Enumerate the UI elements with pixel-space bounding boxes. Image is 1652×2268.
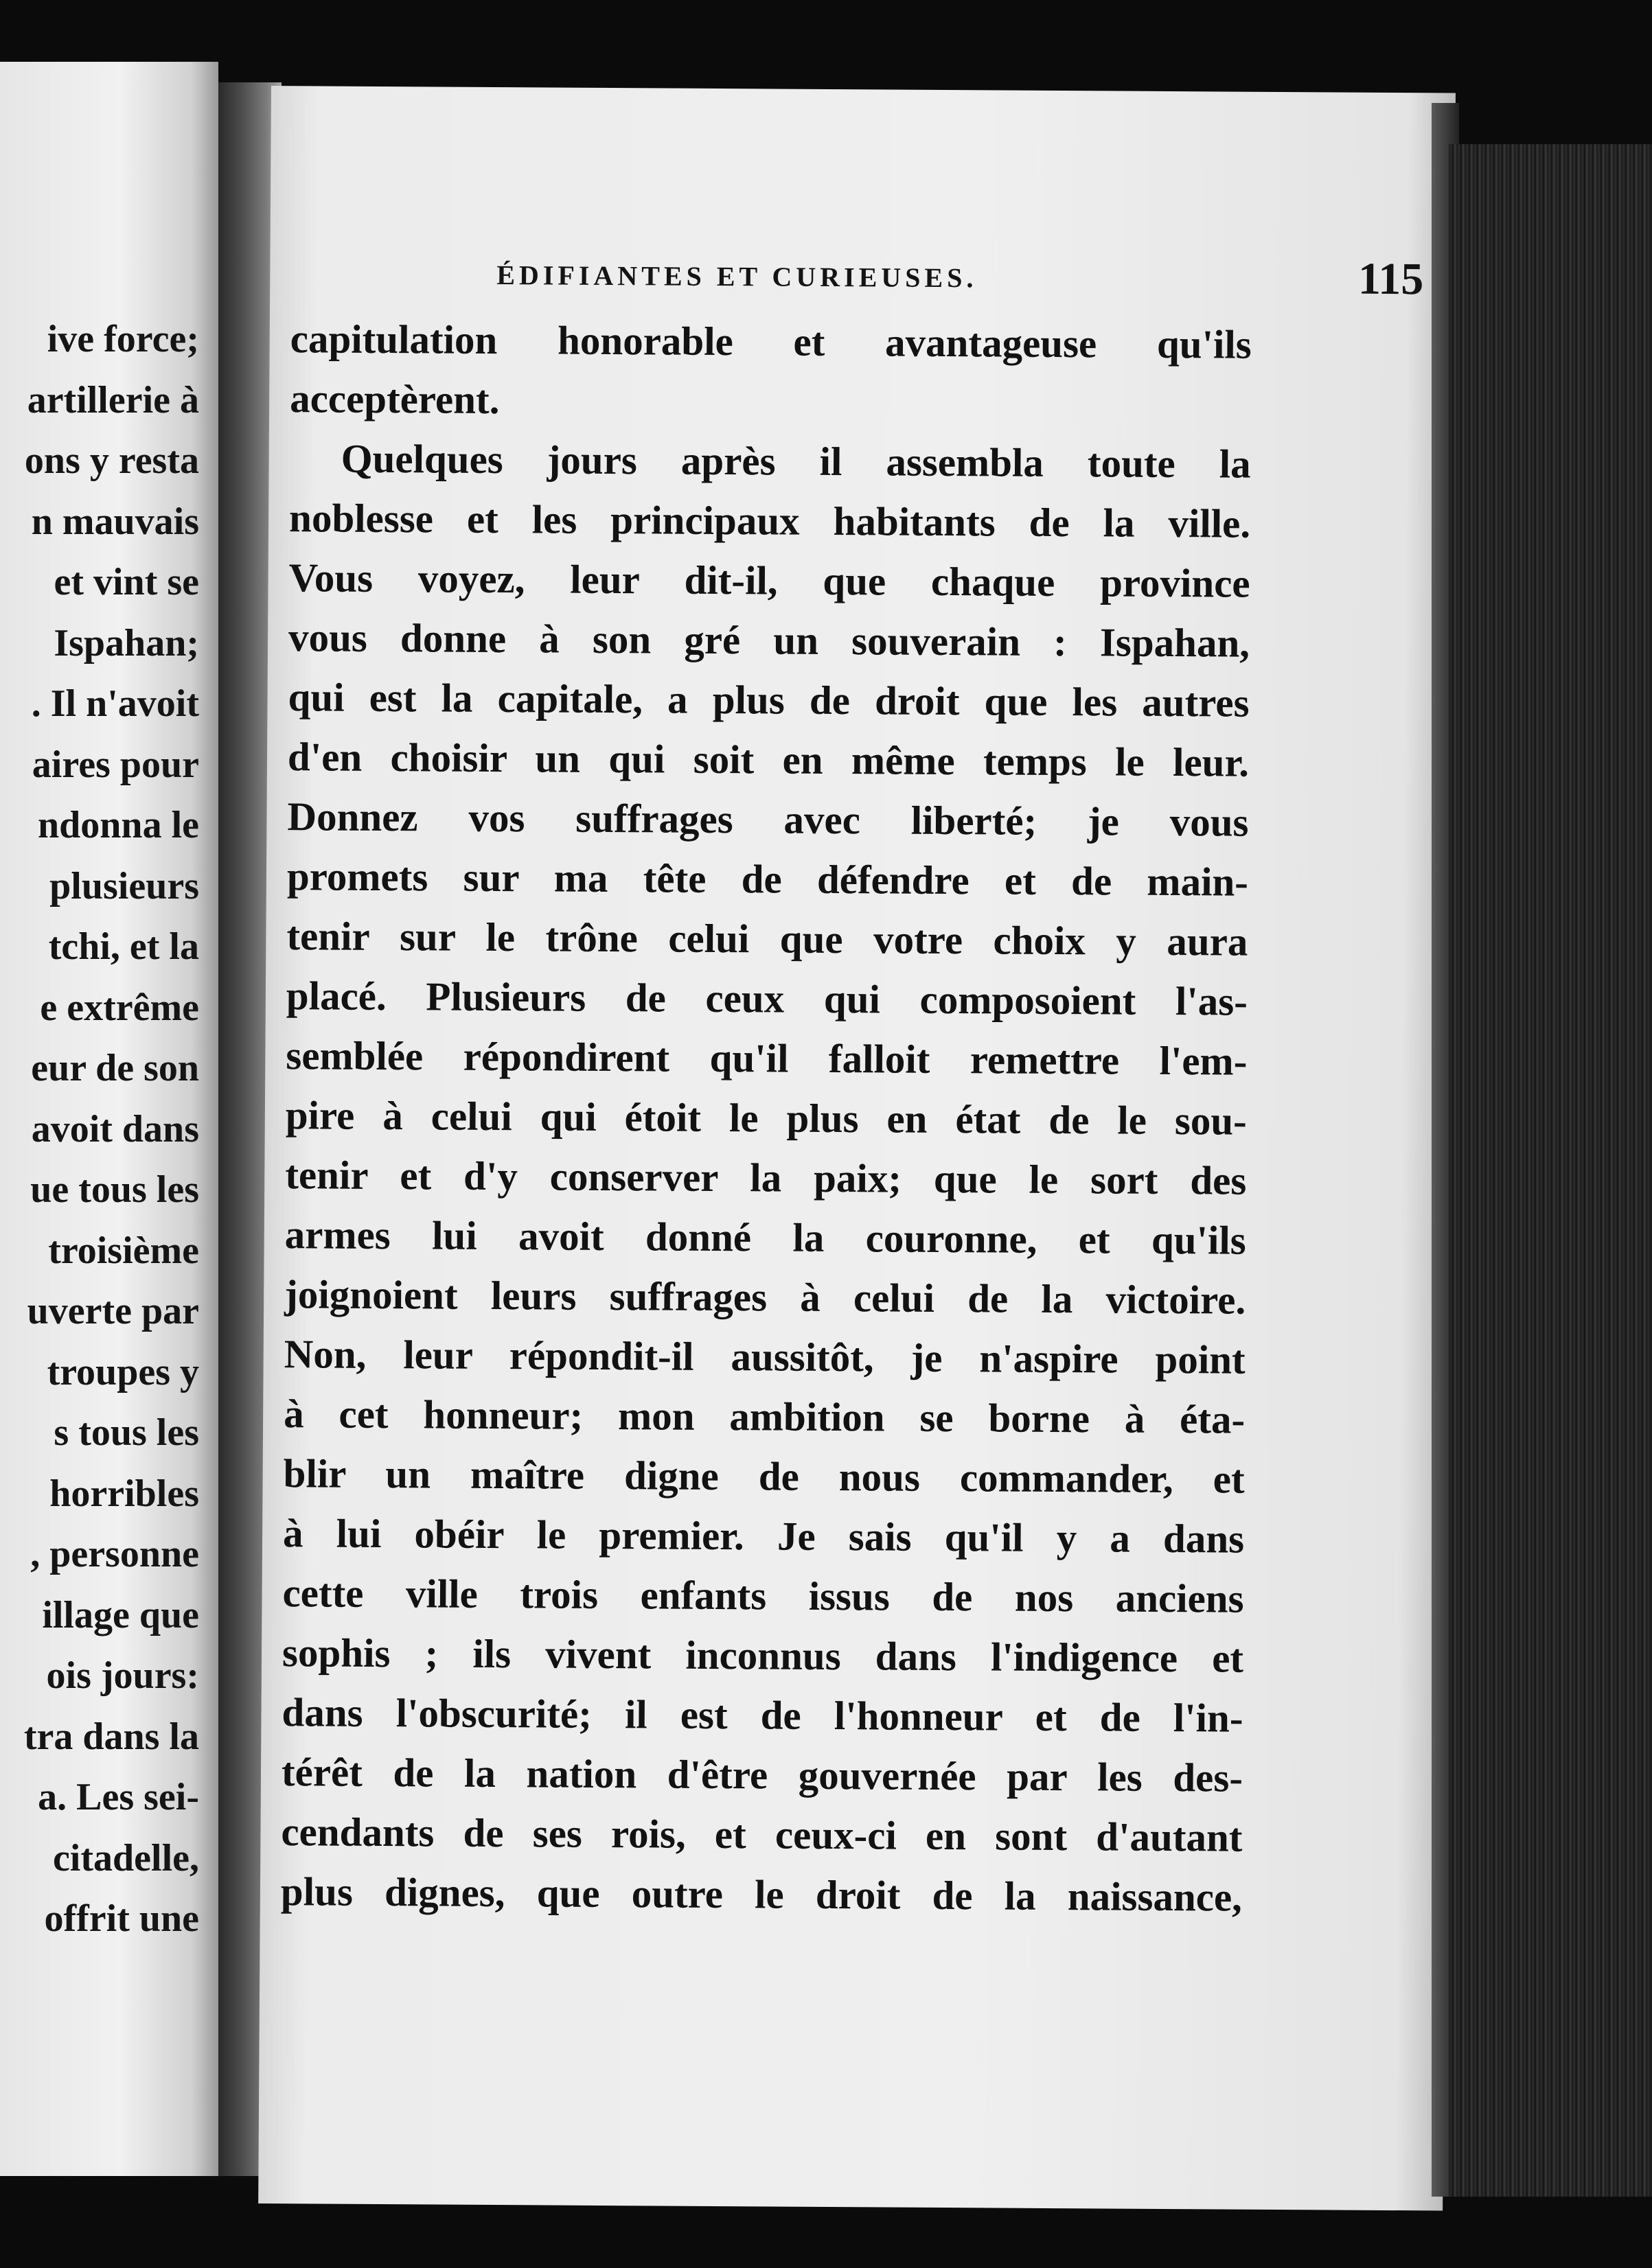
text-line: noblesse et les principaux habitants de la ville. — [288, 495, 1251, 546]
text-line: cendants de ses rois, et ceux-ci en sont d'autant — [281, 1809, 1243, 1860]
left-facing-page — [0, 62, 218, 2176]
body-text — [281, 309, 1252, 1928]
text-line: semblée répondirent qu'il falloit remettre l'em- — [286, 1032, 1248, 1084]
running-header — [496, 252, 1423, 312]
left-line: plusieurs — [49, 864, 199, 907]
text-line: sophis ; ils vivent inconnus dans l'indigence et — [282, 1630, 1244, 1681]
text-line: blir un maître digne de nous commander, et — [283, 1450, 1245, 1502]
text-line: pire à celui qui étoit le plus en état de le sou- — [285, 1092, 1248, 1144]
left-line: artillerie à — [27, 378, 199, 421]
left-line: ue tous les — [30, 1168, 199, 1211]
text-line: vous donne à son gré un souverain : Ispahan, — [288, 614, 1250, 666]
left-line: eur de son — [31, 1047, 199, 1089]
left-line: illage que — [42, 1593, 199, 1636]
text-line: d'en choisir un qui soit en même temps le leur. — [287, 734, 1250, 785]
left-line: citadelle, — [52, 1836, 199, 1879]
left-line: , personne — [30, 1533, 199, 1575]
text-line: Non, leur répondit-il aussitôt, je n'aspire point — [284, 1331, 1246, 1382]
left-line: horribles — [49, 1472, 199, 1515]
left-line: aires pour — [32, 743, 199, 786]
left-line: tchi, et la — [48, 925, 199, 968]
text-line: cette ville trois enfants issus de nos anciens — [282, 1570, 1244, 1621]
text-line: tenir sur le trône celui que votre choix y aura — [286, 913, 1248, 964]
left-line: avoit dans — [31, 1107, 199, 1150]
left-line: e extrême — [40, 986, 199, 1029]
running-title: ÉDIFIANTES ET CURIEUSES. — [496, 259, 978, 294]
text-line: plus dignes, que outre le droit de la naissance, — [280, 1868, 1243, 1920]
left-line: n mauvais — [31, 500, 199, 543]
text-line: dans l'obscurité; il est de l'honneur et de l'in- — [282, 1689, 1243, 1741]
right-page — [258, 86, 1456, 2210]
left-line: ons y resta — [24, 439, 199, 482]
text-line: armes lui avoit donné la couronne, et qu'ils — [284, 1212, 1246, 1263]
text-line: placé. Plusieurs de ceux qui composoient l'as- — [286, 973, 1248, 1024]
text-line: capitulation honorable et avantageuse qu'ils — [290, 316, 1252, 367]
left-line: troupes y — [47, 1350, 199, 1393]
text-line: promets sur ma tête de défendre et de main- — [286, 853, 1249, 905]
text-line: Donnez vos suffrages avec liberté; je vous — [287, 794, 1249, 845]
text-line: qui est la capitale, a plus de droit que les autres — [288, 674, 1250, 726]
book-page-edges — [1449, 144, 1652, 2197]
left-line: uverte par — [27, 1290, 199, 1332]
left-line: troisième — [48, 1229, 199, 1272]
text-line: Quelques jours après il assembla toute la — [341, 435, 1251, 487]
text-line: joignoient leurs suffrages à celui de la victoire. — [284, 1271, 1246, 1323]
text-line: Vous voyez, leur dit-il, que chaque province — [288, 555, 1250, 606]
left-line: ois jours: — [46, 1654, 199, 1697]
text-line: térêt de la nation d'être gouvernée par les des- — [281, 1749, 1243, 1801]
text-line: à cet honneur; mon ambition se borne à éta- — [283, 1391, 1246, 1442]
left-line: s tous les — [54, 1411, 199, 1454]
left-line: a. Les sei- — [38, 1776, 199, 1818]
left-line: . Il n'avoit — [31, 682, 199, 725]
page-number: 115 — [1357, 253, 1424, 305]
left-line: Ispahan; — [54, 621, 199, 664]
left-line: ndonna le — [38, 804, 199, 846]
text-line: tenir et d'y conserver la paix; que le sort des — [285, 1152, 1247, 1203]
left-line: tra dans la — [23, 1715, 199, 1758]
text-line: acceptèrent. — [290, 375, 500, 423]
left-line: ive force; — [47, 318, 199, 360]
left-page-text — [24, 309, 199, 1949]
text-line: à lui obéir le premier. Je sais qu'il y a dans — [282, 1510, 1245, 1562]
left-line: et vint se — [54, 561, 199, 603]
left-line: offrit une — [44, 1897, 199, 1940]
